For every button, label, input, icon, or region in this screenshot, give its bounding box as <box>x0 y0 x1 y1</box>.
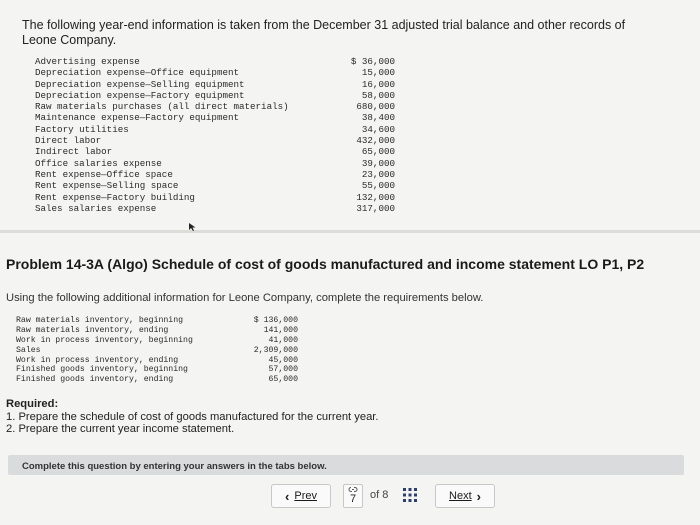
table-row <box>35 90 395 101</box>
row-label: Rent expense—Selling space <box>35 180 179 192</box>
table-row <box>35 112 395 123</box>
row-amount: 65,000 <box>361 146 395 158</box>
required-item: 2. Prepare the current year income statement. <box>6 423 235 435</box>
row-amount: 15,000 <box>361 67 395 79</box>
intro-text: The following year-end information is taken from the December 31 adjusted trial balance and other records of Leone Company. <box>22 18 626 47</box>
row-amount: 41,000 <box>268 335 298 345</box>
required-section <box>6 398 379 436</box>
grid-icon[interactable] <box>402 487 418 503</box>
row-label: Raw materials purchases (all direct materials) <box>35 101 289 113</box>
row-label: Finished goods inventory, ending <box>16 375 174 385</box>
row-amount: 16,000 <box>361 78 395 90</box>
additional-info-table <box>16 316 298 385</box>
row-amount: $ 36,000 <box>350 56 395 67</box>
row-amount: 65,000 <box>268 375 298 385</box>
table-row <box>16 346 298 356</box>
table-row <box>16 356 298 366</box>
current-page: 7 <box>349 493 357 505</box>
prev-button[interactable] <box>271 484 331 508</box>
table-row <box>35 192 395 203</box>
prev-label: Prev <box>294 490 317 502</box>
row-label: Maintenance expense—Factory equipment <box>35 112 239 124</box>
question-navigation <box>0 484 700 510</box>
table-row <box>35 203 395 214</box>
table-row <box>35 169 395 180</box>
row-amount: 141,000 <box>263 325 298 335</box>
row-amount: 317,000 <box>356 202 395 214</box>
table-row <box>16 365 298 375</box>
row-amount: 34,600 <box>361 123 395 135</box>
instruction-banner <box>8 455 684 475</box>
link-icon <box>348 486 358 493</box>
row-label: Direct labor <box>35 135 102 147</box>
row-label: Rent expense—Factory building <box>35 191 195 203</box>
row-amount: 45,000 <box>268 355 298 365</box>
cursor-icon <box>188 222 198 232</box>
row-amount: 680,000 <box>356 101 395 113</box>
divider <box>0 230 700 233</box>
row-label: Advertising expense <box>35 56 140 67</box>
row-label: Finished goods inventory, beginning <box>16 365 188 375</box>
row-label: Indirect labor <box>35 146 113 158</box>
row-amount: 23,000 <box>361 168 395 180</box>
table-row <box>35 56 395 67</box>
row-amount: 2,309,000 <box>253 345 298 355</box>
required-heading: Required: <box>6 398 59 410</box>
row-amount: $ 136,000 <box>253 316 298 325</box>
row-label: Work in process inventory, beginning <box>16 335 193 345</box>
row-label: Depreciation expense—Factory equipment <box>35 89 245 101</box>
row-label: Raw materials inventory, beginning <box>16 316 184 325</box>
row-amount: 55,000 <box>361 180 395 192</box>
trial-balance-table <box>35 56 395 214</box>
instructions-text: Using the following additional information for Leone Company, complete the requirements below. <box>6 292 484 304</box>
table-row <box>16 375 298 385</box>
table-row <box>35 146 395 157</box>
table-row <box>35 158 395 169</box>
row-amount: 132,000 <box>356 191 395 203</box>
table-row <box>35 79 395 90</box>
chevron-right-icon: › <box>476 488 481 504</box>
row-label: Depreciation expense—Office equipment <box>35 67 239 79</box>
row-amount: 57,000 <box>268 365 298 375</box>
page-number-box[interactable] <box>343 484 363 508</box>
row-label: Factory utilities <box>35 123 129 135</box>
row-amount: 432,000 <box>356 135 395 147</box>
row-amount: 39,000 <box>361 157 395 169</box>
row-label: Raw materials inventory, ending <box>16 325 169 335</box>
table-row <box>16 316 298 326</box>
row-label: Sales <box>16 345 41 355</box>
next-button[interactable] <box>435 484 495 508</box>
chevron-left-icon: ‹ <box>285 488 290 504</box>
row-amount: 38,400 <box>361 112 395 124</box>
next-label: Next <box>449 490 472 502</box>
table-row <box>35 67 395 78</box>
row-label: Sales salaries expense <box>35 202 157 214</box>
row-label: Depreciation expense—Selling equipment <box>35 78 245 90</box>
required-item: 1. Prepare the schedule of cost of goods manufactured for the current year. <box>6 410 379 423</box>
row-label: Work in process inventory, ending <box>16 355 179 365</box>
page-total: of 8 <box>370 489 389 501</box>
banner-text: Complete this question by entering your answers in the tabs below. <box>22 461 327 472</box>
table-row <box>16 336 298 346</box>
problem-title: Problem 14-3A (Algo) Schedule of cost of goods manufactured and income statement LO P1, P2 <box>6 256 645 272</box>
table-row <box>35 180 395 191</box>
table-row <box>35 135 395 146</box>
row-amount: 58,000 <box>361 89 395 101</box>
table-row <box>35 124 395 135</box>
table-row <box>35 101 395 112</box>
table-row <box>16 326 298 336</box>
row-label: Office salaries expense <box>35 157 162 169</box>
row-label: Rent expense—Office space <box>35 168 173 180</box>
